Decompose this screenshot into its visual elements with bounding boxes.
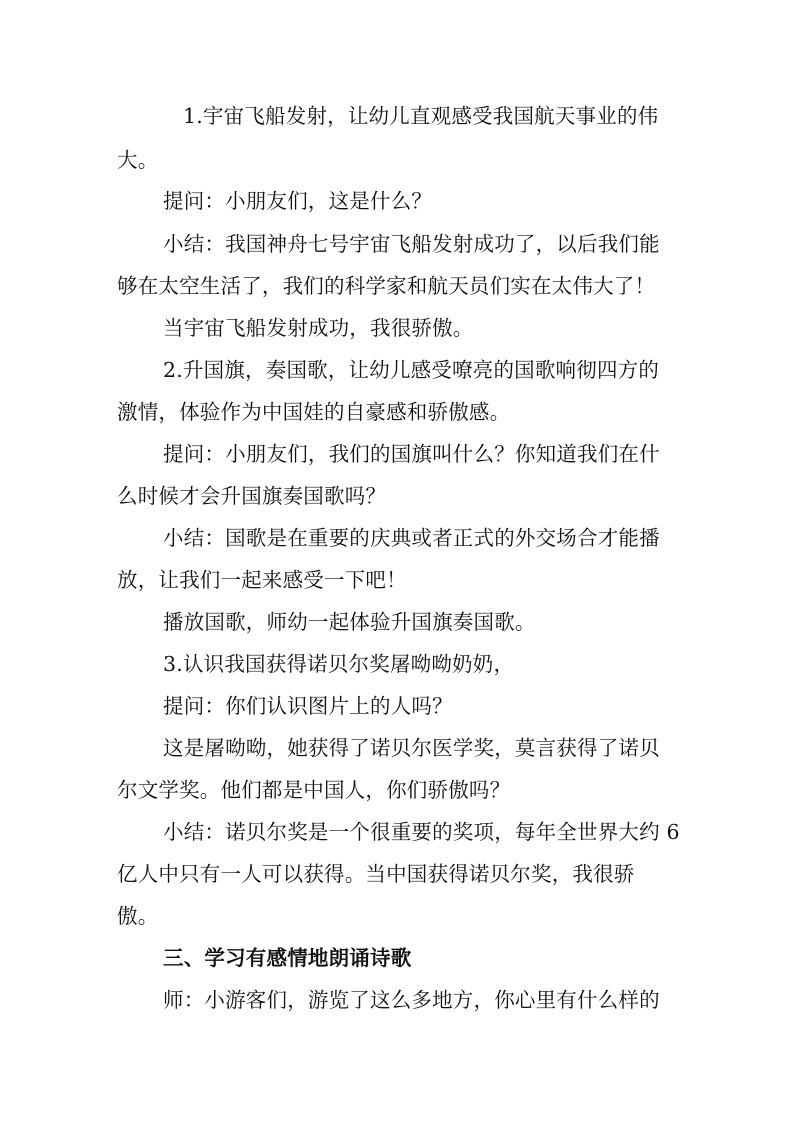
nobel-line-1: 这是屠呦呦，她获得了诺贝尔医学奖，莫言获得了诺贝 bbox=[163, 736, 660, 760]
paragraph-2-line-2: 激情，体验作为中国娃的自豪感和骄傲感。 bbox=[117, 400, 511, 424]
teacher-line: 师：小游客们，游览了这么多地方，你心里有什么样的 bbox=[163, 988, 660, 1012]
summary-line-3-2: 亿人中只有一人可以获得。当中国获得诺贝尔奖，我很骄 bbox=[117, 862, 635, 886]
summary-line-3-1: 小结：诺贝尔奖是一个很重要的奖项，每年全世界大约 6 bbox=[163, 820, 680, 844]
paragraph-1-line-1: 1.宇宙飞船发射，让幼儿直观感受我国航天事业的伟 bbox=[183, 104, 659, 128]
summary-line-3-3: 傲。 bbox=[117, 904, 159, 928]
summary-line-2-2: 放，让我们一起来感受一下吧！ bbox=[117, 568, 407, 592]
question-line-2-1: 提问：小朋友们，我们的国旗叫什么？你知道我们在什 bbox=[163, 442, 660, 466]
paragraph-1-line-2: 大。 bbox=[117, 148, 159, 172]
paragraph-3-line-1: 3.认识我国获得诺贝尔奖屠呦呦奶奶， bbox=[163, 652, 515, 676]
nobel-line-2: 尔文学奖。他们都是中国人，你们骄傲吗？ bbox=[117, 778, 511, 802]
summary-line-1: 小结：我国神舟七号宇宙飞船发射成功了，以后我们能 bbox=[163, 232, 660, 256]
summary-line-2: 够在太空生活了，我们的科学家和航天员们实在太伟大了！ bbox=[117, 274, 656, 298]
question-line-3: 提问：你们认识图片上的人吗？ bbox=[163, 694, 453, 718]
paragraph-2-line-1: 2.升国旗，奏国歌，让幼儿感受嘹亮的国歌响彻四方的 bbox=[163, 358, 660, 382]
question-line: 提问：小朋友们，这是什么？ bbox=[163, 189, 433, 213]
play-anthem-line: 播放国歌，师幼一起体验升国旗奏国歌。 bbox=[163, 610, 536, 634]
section-heading: 三、学习有感情地朗诵诗歌 bbox=[163, 946, 412, 970]
proud-line: 当宇宙飞船发射成功，我很骄傲。 bbox=[163, 316, 474, 340]
summary-line-2-1: 小结：国歌是在重要的庆典或者正式的外交场合才能播 bbox=[163, 526, 660, 550]
question-line-2-2: 么时候才会升国旗奏国歌吗？ bbox=[117, 484, 387, 508]
